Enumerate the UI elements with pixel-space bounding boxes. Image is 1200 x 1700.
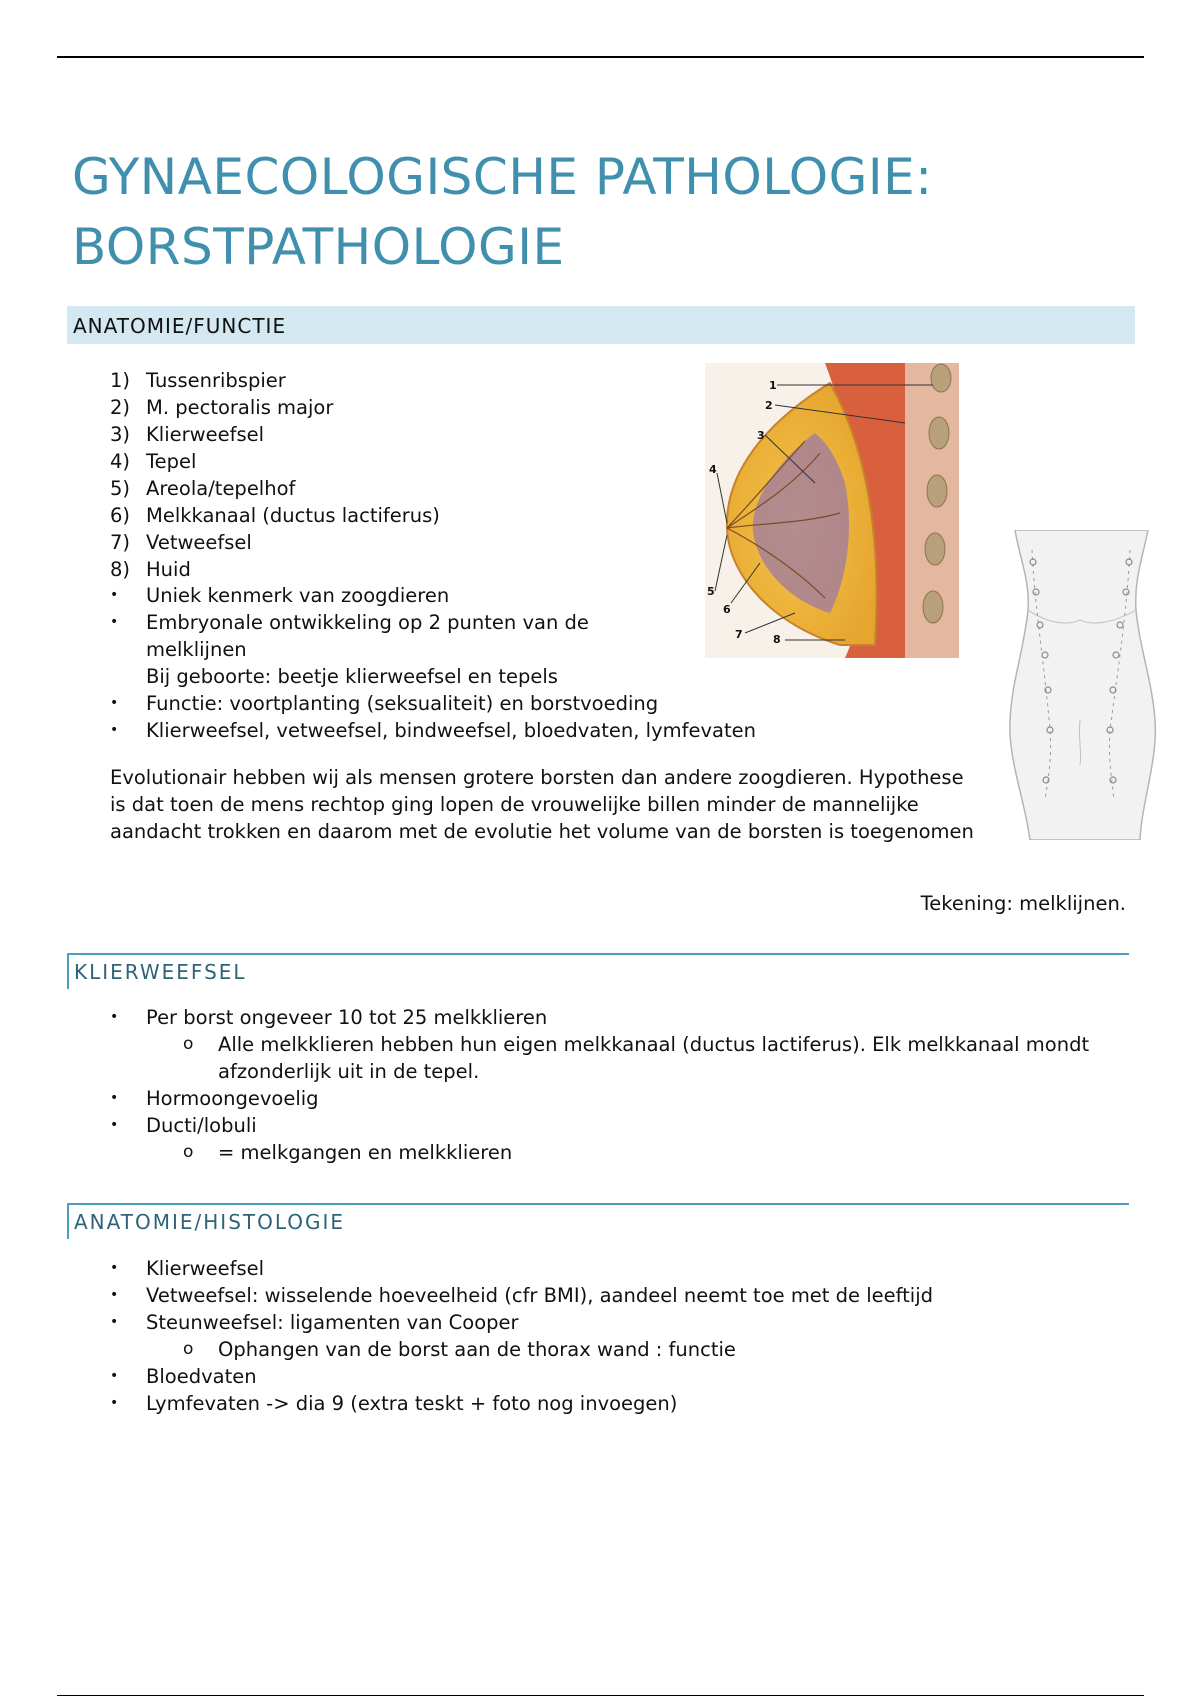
list-item-text: Klierweefsel: [146, 1257, 265, 1280]
list-item-text: Bij geboorte: beetje klierweefsel en tepels: [146, 665, 558, 688]
figure-label-4: 4: [709, 463, 717, 476]
list-item-text: Tepel: [146, 450, 197, 473]
sub-bullet-marker: o: [183, 1142, 194, 1162]
bullet-marker: •: [110, 1117, 119, 1133]
title-line-1: GYNAECOLOGISCHE PATHOLOGIE:: [72, 148, 933, 206]
list-number: 2): [110, 396, 131, 419]
klierweefsel-list: [110, 1004, 1130, 1166]
evolution-paragraph: Evolutionair hebben wij als mensen grotere borsten dan andere zoogdieren. Hypothese is dat toen de mens rechtop ging lopen de vrouwelijke billen minder de mannelijke aandacht trokken en daarom met de evolutie het volume van de borsten is toegenomen: [110, 766, 974, 843]
section-heading-text: ANATOMIE/HISTOLOGIE: [74, 1210, 346, 1234]
bullet-marker: •: [110, 1395, 119, 1411]
list-item: [110, 1336, 1130, 1363]
sub-bullet-marker: o: [183, 1034, 194, 1054]
list-number: 3): [110, 423, 131, 446]
list-item-text: Ophangen van de borst aan de thorax wand : functie: [218, 1338, 736, 1361]
bullet-marker: •: [110, 587, 119, 603]
list-item: [110, 475, 710, 502]
top-rule: [57, 56, 1144, 58]
section-heading-anatomie-histologie: [67, 1203, 1129, 1239]
list-number: 8): [110, 558, 131, 581]
section-heading-klierweefsel: [67, 953, 1129, 989]
list-number: 4): [110, 450, 131, 473]
torso-outline: [1010, 530, 1156, 840]
list-item: [110, 1085, 1130, 1112]
list-item: [110, 1282, 1130, 1309]
section-heading-anatomie-functie: [67, 306, 1135, 344]
list-number: 6): [110, 504, 131, 527]
list-item: [110, 1390, 1130, 1417]
list-item-text: Areola/tepelhof: [146, 477, 296, 500]
section-heading-text: ANATOMIE/FUNCTIE: [73, 314, 287, 338]
list-item: [110, 1139, 1130, 1166]
list-item-text: Tussenribspier: [146, 369, 286, 392]
bullet-marker: •: [110, 1368, 119, 1384]
bullet-marker: •: [110, 614, 119, 630]
figure-label-3: 3: [757, 429, 765, 442]
list-item: [110, 1255, 1130, 1282]
list-item: [110, 556, 710, 583]
list-item: [110, 1112, 1130, 1139]
numbered-anatomy-list: [110, 367, 710, 583]
list-item: [110, 1363, 1130, 1390]
breast-anatomy-illustration: [705, 363, 959, 658]
list-item: [110, 421, 710, 448]
bullet-marker: •: [110, 1260, 119, 1276]
list-item-text: Vetweefsel: wisselende hoeveelheid (cfr BMI), aandeel neemt toe met de leeftijd: [146, 1284, 934, 1307]
bullet-marker: •: [110, 1287, 119, 1303]
list-item-text: Melkkanaal (ductus lactiferus): [146, 504, 440, 527]
list-item-text: Per borst ongeveer 10 tot 25 melkklieren: [146, 1006, 548, 1029]
figure-label-6: 6: [723, 603, 731, 616]
figure-label-5: 5: [707, 585, 715, 598]
list-number: 1): [110, 369, 131, 392]
bullet-marker: •: [110, 722, 119, 738]
figure-caption: Tekening: melklijnen.: [920, 892, 1126, 915]
list-item-text: Ducti/lobuli: [146, 1114, 257, 1137]
figure-label-2: 2: [765, 399, 773, 412]
section-heading-text: KLIERWEEFSEL: [74, 960, 247, 984]
list-item: [110, 448, 710, 475]
list-item-text: Embryonale ontwikkeling op 2 punten van de: [146, 611, 589, 634]
list-item: [110, 1309, 1130, 1336]
list-number: 5): [110, 477, 131, 500]
figure-label-1: 1: [769, 379, 777, 392]
bullet-marker: •: [110, 1314, 119, 1330]
list-item-text: Huid: [146, 558, 191, 581]
list-item: [110, 367, 710, 394]
list-item: [110, 529, 710, 556]
page-title: [72, 142, 1132, 282]
list-item-text: = melkgangen en melkklieren: [218, 1141, 513, 1164]
list-item: [110, 690, 910, 717]
list-item-text: Uniek kenmerk van zoogdieren: [146, 584, 450, 607]
list-item-text: Lymfevaten -> dia 9 (extra teskt + foto nog invoegen): [146, 1392, 678, 1415]
list-item-text: melklijnen: [146, 638, 247, 661]
list-item-text: M. pectoralis major: [146, 396, 334, 419]
list-item-text: Functie: voortplanting (seksualiteit) en borstvoeding: [146, 692, 659, 715]
list-item: [110, 502, 710, 529]
milk-line-body-illustration: [990, 530, 1170, 840]
bullet-marker: •: [110, 695, 119, 711]
list-item: [110, 394, 710, 421]
bottom-rule: [57, 1695, 1144, 1696]
list-number: 7): [110, 531, 131, 554]
bullet-marker: •: [110, 1009, 119, 1025]
list-item-text: Hormoongevoelig: [146, 1087, 319, 1110]
sub-bullet-marker: o: [183, 1339, 194, 1359]
list-item-text: Vetweefsel: [146, 531, 252, 554]
list-item-text: Alle melkklieren hebben hun eigen melkkanaal (ductus lactiferus). Elk melkkanaal mondt afzonderlijk uit in de tepel.: [218, 1033, 1090, 1083]
list-item: [110, 1031, 1130, 1085]
list-item-text: Bloedvaten: [146, 1365, 257, 1388]
list-item-text: Klierweefsel: [146, 423, 265, 446]
histologie-list: [110, 1255, 1130, 1417]
list-item-text: Klierweefsel, vetweefsel, bindweefsel, bloedvaten, lymfevaten: [146, 719, 756, 742]
list-item-text: Steunweefsel: ligamenten van Cooper: [146, 1311, 519, 1334]
figure-label-7: 7: [735, 628, 743, 641]
title-line-2: BORSTPATHOLOGIE: [72, 218, 565, 276]
list-item: [110, 1004, 1130, 1031]
figure-label-8: 8: [773, 633, 781, 646]
bullet-marker: •: [110, 1090, 119, 1106]
list-item: [110, 717, 910, 744]
